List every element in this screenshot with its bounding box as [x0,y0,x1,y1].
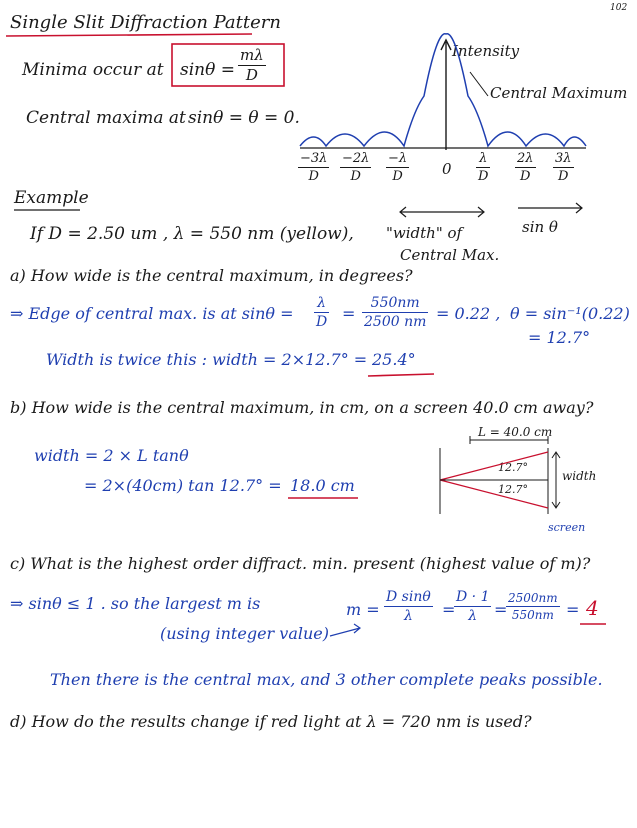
sin-theta-arrow [518,203,582,213]
part-c-frac2: $\frac{D \cdot 1}{\lambda}$ [456,589,490,624]
central-label: Central maxima at [26,108,186,128]
part-c-eq-a: = [442,600,456,619]
diffraction-intensity-curve [300,34,586,146]
part-a-theta-result: = 12.7° [528,328,591,347]
page-title: Single Slit Diffraction Pattern [10,12,281,33]
tick-pos3: $\frac{3\lambda}{D}$ [555,151,572,184]
part-c-question: c) What is the highest order diffract. min. present (highest value of m)? [10,554,591,573]
central-eq: sinθ = θ = 0. [188,108,300,128]
minima-numerator: mλ [240,46,264,64]
example-given: If D = 2.50 um , λ = 550 nm (yellow), [30,224,354,244]
part-a-theta: θ = sin⁻¹(0.22) [510,304,630,323]
minima-label: Minima occur at [22,60,164,80]
diagram-width-label: width [562,469,597,483]
diagram-width-arrow [552,452,560,508]
part-c-arrow [330,624,360,636]
part-a-frac2: $\frac{550nm}{2500 nm}$ [364,295,427,330]
diagram-angle-2: 12.7° [498,483,528,496]
part-c-m-eq: m = [346,600,380,619]
part-c-eq-c: = [566,600,580,619]
minima-lhs: sinθ = [180,60,235,80]
part-c-conclusion: Then there is the central max, and 3 other complete peaks possible. [50,670,603,689]
graph-peak-label: Central Maximum [490,84,628,102]
peak-pointer-line [470,72,488,96]
diagram-screen-label: screen [548,521,586,534]
tick-zero: 0 [442,160,452,178]
title-underline [6,34,252,36]
width-label-1: "width" of [386,224,463,242]
part-b-line2: = 2×(40cm) tan 12.7° = [84,476,282,495]
graph-x-label: sin θ [522,218,558,236]
width-label-2: Central Max. [400,246,500,264]
part-d-question: d) How do the results change if red light at λ = 720 nm is used? [10,712,532,731]
part-a-question: a) How wide is the central maximum, in degrees? [10,266,413,285]
part-c-frac1: $\frac{\text{D sinθ}}{\lambda}$ [386,589,431,624]
tick-pos2: $\frac{2\lambda}{D}$ [517,151,534,184]
part-a-answer-underline [368,374,434,376]
tick-neg3: $\frac{-3\lambda}{D}$ [300,151,328,184]
part-a-line1: ⇒ Edge of central max. is at sinθ = [10,304,294,323]
part-c-frac3: $\frac{2500nm}{550nm}$ [508,591,558,622]
part-b-answer: 18.0 cm [290,476,355,495]
minima-denominator: D [238,65,266,83]
diagram-angle-1: 12.7° [498,461,528,474]
part-a-answer: 25.4° [372,350,416,369]
example-heading: Example [14,188,89,208]
page-number: 102 [610,3,628,13]
tick-neg1: $\frac{-\lambda}{D}$ [388,151,408,184]
part-c-note: (using integer value) [160,624,329,643]
tick-pos1: $\frac{\lambda}{D}$ [478,151,489,184]
part-a-frac1: $\frac{\lambda}{D}$ [316,295,328,330]
graph-y-label: Intensity [452,42,520,60]
part-a-line2: Width is twice this : width = 2×12.7° = [46,350,368,369]
diagram-L-label: L = 40.0 cm [478,425,553,439]
minima-box [172,44,284,86]
part-c-answer: 4 [586,596,599,620]
part-a-result1: = 0.22 , [436,304,501,323]
part-a-eq1: = [342,304,356,323]
part-c-line1: ⇒ sinθ ≤ 1 . so the largest m is [10,594,261,613]
diagram-L-line [470,436,548,444]
tick-neg2: $\frac{-2\lambda}{D}$ [342,151,370,184]
part-c-eq-b: = [494,600,508,619]
part-b-question: b) How wide is the central maximum, in cm, on a screen 40.0 cm away? [10,398,594,417]
part-b-line1: width = 2 × L tanθ [34,446,189,465]
